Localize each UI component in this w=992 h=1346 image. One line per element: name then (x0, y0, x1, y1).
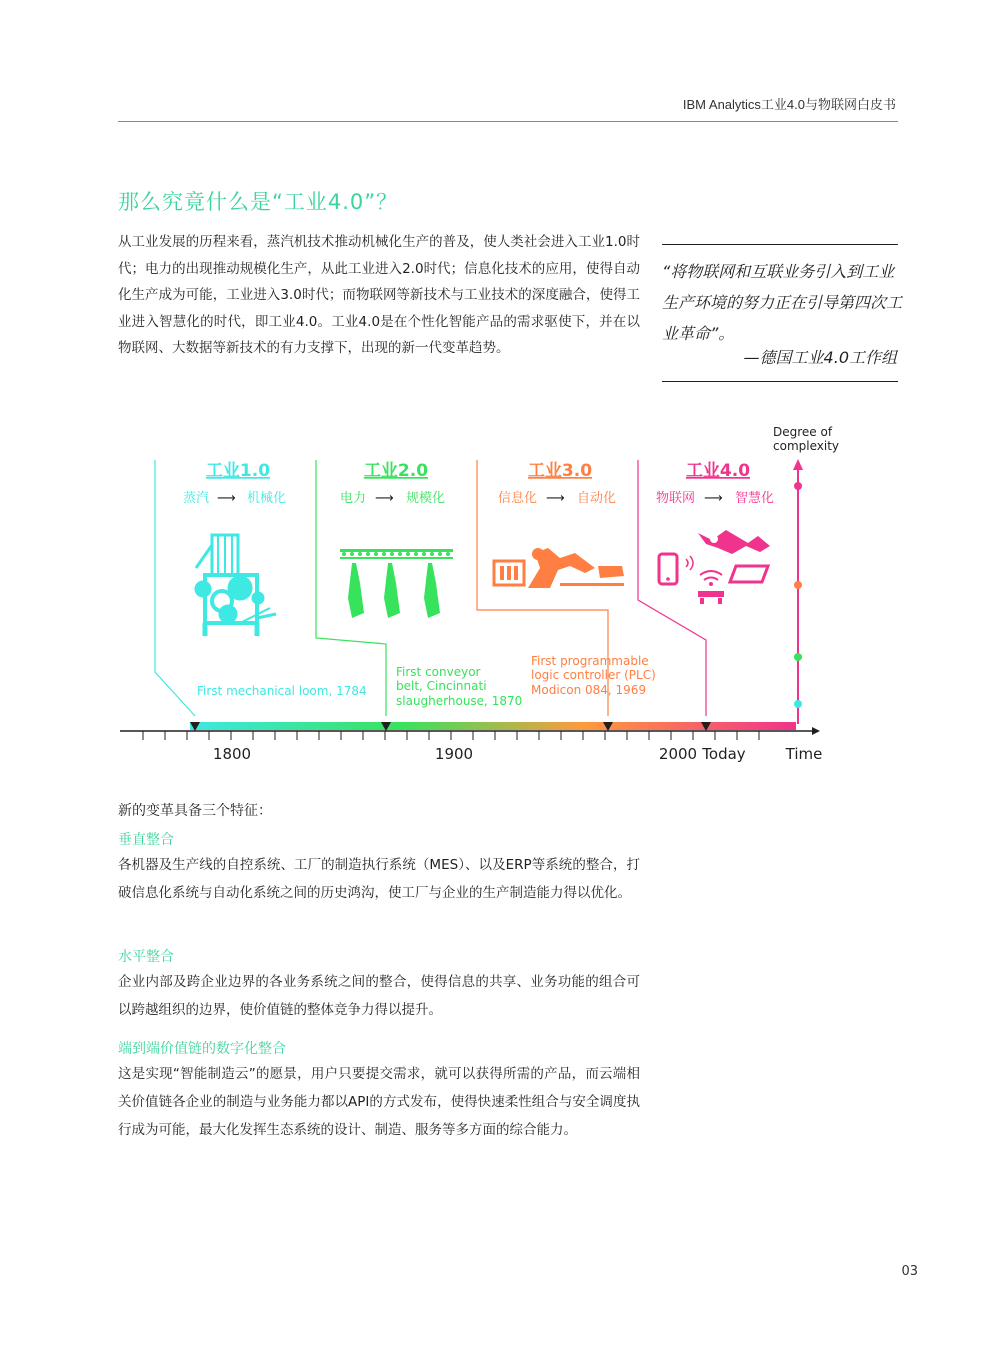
tick-label-today: Today (702, 745, 746, 763)
era2-from: 电力 (340, 491, 367, 506)
complexity-dot-4 (794, 482, 802, 490)
tick-label-1900: 1900 (434, 745, 474, 763)
milestone-1: First mechanical loom, 1784 (197, 684, 367, 698)
mechanical-loom-icon (195, 535, 276, 636)
era3-title: 工业3.0 (527, 461, 593, 481)
era1-title: 工业1.0 (205, 461, 271, 481)
tick-label-1800: 1800 (212, 745, 252, 763)
quote-source: —德国工业4.0工作组 (743, 348, 897, 367)
x-axis-label: Time (785, 745, 823, 763)
industry-timeline-diagram (0, 418, 992, 778)
era4-arrow: ⟶ (704, 491, 723, 506)
era3-from: 信息化 (498, 491, 538, 506)
era1-arrow: ⟶ (217, 491, 236, 506)
milestone-2-line1: First conveyor (396, 665, 481, 679)
y-axis-label-line2: complexity (773, 439, 839, 453)
header-divider (118, 121, 898, 122)
era4-title: 工业4.0 (685, 461, 751, 481)
era2-arrow: ⟶ (375, 491, 394, 506)
milestone-3-line2: logic controller (PLC) (531, 668, 656, 682)
robotic-arm-icon (494, 548, 624, 588)
milestone-2-line2: belt, Cincinnati (396, 679, 487, 693)
feature-2-title: 水平整合 (118, 949, 174, 965)
feature-2-body: 企业内部及跨企业边界的各业务系统之间的整合，使得信息的共享、业务功能的组合可以跨越组织的边界，使价值链的整体竞争力得以提升。 (118, 974, 640, 1018)
conveyor-belt-icon (340, 549, 453, 618)
era1-from: 蒸汽 (183, 491, 210, 506)
quote-bottom-rule (662, 381, 898, 382)
complexity-dot-2 (794, 653, 802, 661)
document-header-title: IBM Analytics工业4.0与物联网白皮书 (682, 97, 896, 112)
features-intro: 新的变革具备三个特征： (118, 803, 272, 819)
era4-to: 智慧化 (735, 491, 775, 506)
complexity-dot-1 (794, 700, 802, 708)
feature-3-body: 这是实现“智能制造云”的愿景，用户只要提交需求，就可以获得所需的产品，而云端相关价值链各企业的制造与业务能力都以API的方式发布，使得快速柔性组合与安全调度执行成为可能，最大化发挥生态系统的设计、制造、服务等多方面的综合能力。 (118, 1066, 640, 1138)
feature-1-body: 各机器及生产线的自控系统、工厂的制造执行系统（MES）、以及ERP等系统的整合，打破信息化系统与自动化系统之间的历史鸿沟，使工厂与企业的生产制造能力得以优化。 (118, 857, 640, 901)
era4-from: 物联网 (656, 491, 696, 506)
intro-paragraph: 从工业发展的历程来看，蒸汽机技术推动机械化生产的普及，使人类社会进入工业1.0时代；电力的出现推动规模化生产，从此工业进入2.0时代；信息化技术的应用，使得自动化生产成为可能，工业进入3.0时代；而物联网等新技术与工业技术的深度融合，使得工业进入智慧化的时代，即工业4.0。工业4.0是在个性化智能产品的需求驱使下，并在以物联网、大数据等新技术的有力支撑下，出现的新一代变革趋势。 (118, 234, 640, 356)
milestone-3-line1: First programmable (531, 654, 649, 668)
feature-3-title: 端到端价值链的数字化整合 (118, 1041, 286, 1057)
y-axis-label-line1: Degree of (773, 425, 833, 439)
milestone-2-line3: slaugherhouse, 1870 (396, 694, 523, 708)
time-axis-arrowhead (812, 727, 820, 735)
iot-devices-icon (659, 530, 770, 604)
era3-arrow: ⟶ (546, 491, 565, 506)
time-axis-ticks (143, 731, 759, 740)
page-number: 03 (901, 1264, 918, 1279)
complexity-dot-3 (794, 581, 802, 589)
era2-title: 工业2.0 (363, 461, 429, 481)
quote-top-rule (662, 244, 898, 245)
feature-1-title: 垂直整合 (118, 832, 174, 848)
milestone-3-line3: Modicon 084, 1969 (531, 683, 647, 697)
era2-to: 规模化 (406, 491, 446, 506)
complexity-axis-arrowhead (793, 459, 803, 470)
tick-label-2000: 2000 (658, 745, 698, 763)
pull-quote: “将物联网和互联业务引入到工业生产环境的努力正在引导第四次工业革命”。 (662, 262, 903, 343)
era1-to: 机械化 (247, 491, 287, 506)
section-title: 那么究竟什么是“工业4.0”？ (118, 190, 399, 214)
era3-to: 自动化 (577, 491, 617, 506)
